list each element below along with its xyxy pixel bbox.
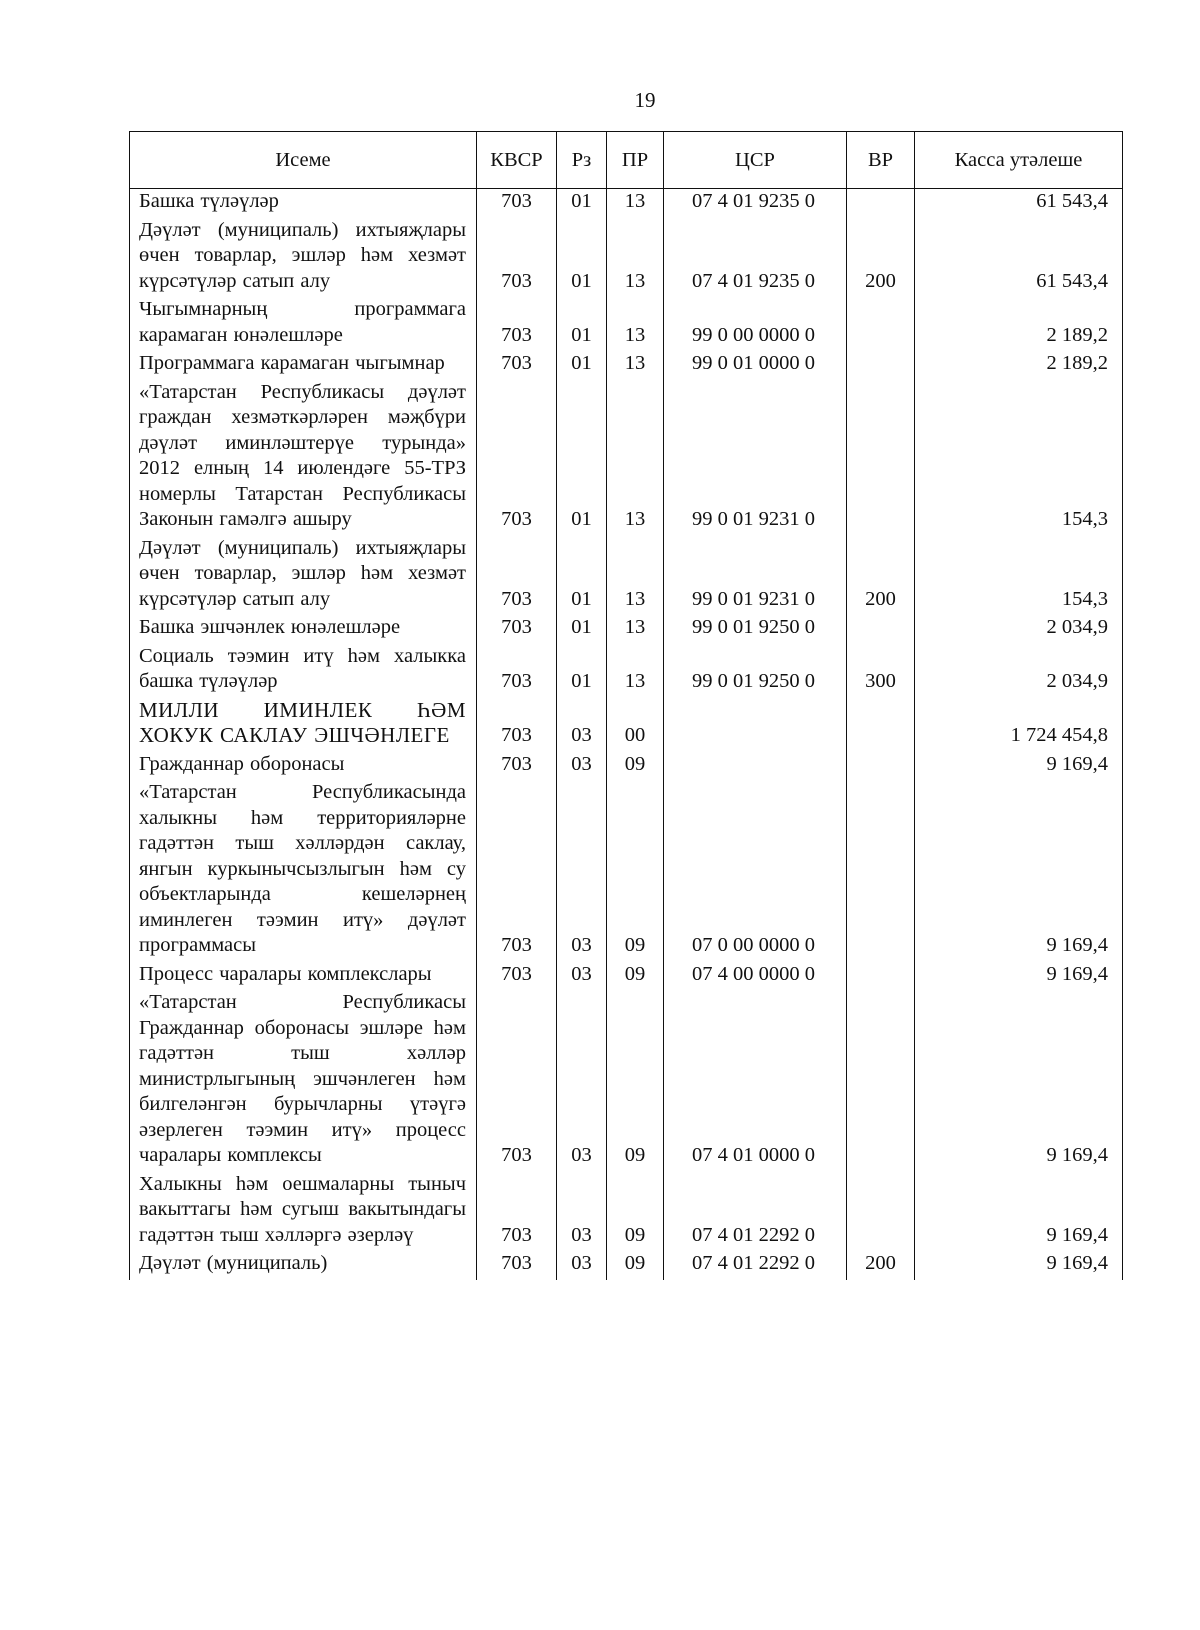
cell-pr: 00	[607, 698, 664, 752]
cell-name: МИЛЛИ ИМИНЛЕК ҺӘМ ХОКУК САКЛАУ ЭШЧӘНЛЕГЕ	[130, 698, 477, 752]
cell-csr	[664, 752, 847, 781]
cell-vr	[847, 189, 915, 218]
table-row	[130, 536, 1123, 616]
table-row	[130, 189, 1123, 218]
table-row	[130, 698, 1123, 752]
cell-vr	[847, 615, 915, 644]
cell-vr	[847, 1172, 915, 1252]
cell-pr: 13	[607, 297, 664, 351]
cell-csr: 07 4 01 9235 0	[664, 189, 847, 218]
table-row	[130, 962, 1123, 991]
table-row	[130, 218, 1123, 298]
cell-kvsr: 703	[477, 615, 557, 644]
cell-vr	[847, 752, 915, 781]
cell-name: «Татарстан Республикасында халыкны һәм территорияләрне гадәттән тыш хәлләрдән саклау, янгын куркынычсызлыгын һәм су объектларында кешеләрнең иминлеген тәэмин итү» дәүләт программасы	[130, 780, 477, 962]
cell-csr: 07 4 01 2292 0	[664, 1172, 847, 1252]
cell-amount: 9 169,4	[915, 990, 1123, 1172]
cell-kvsr: 703	[477, 1251, 557, 1280]
cell-csr: 07 0 00 0000 0	[664, 780, 847, 962]
cell-pr: 09	[607, 780, 664, 962]
cell-rz: 03	[557, 1251, 607, 1280]
cell-amount: 9 169,4	[915, 752, 1123, 781]
cell-amount: 154,3	[915, 536, 1123, 616]
cell-name: «Татарстан Республикасы Гражданнар оборонасы эшләре һәм гадәттән тыш хәлләр министрлыгының эшчәнлеген һәм билгеләнгән бурычларны үтәүгә әзерлеген тәэмин итү» процесс чаралары комплексы	[130, 990, 477, 1172]
cell-rz: 01	[557, 189, 607, 218]
header-rz: Рз	[557, 132, 607, 189]
cell-amount: 2 189,2	[915, 351, 1123, 380]
cell-pr: 09	[607, 1172, 664, 1252]
header-vr: ВР	[847, 132, 915, 189]
cell-pr: 13	[607, 218, 664, 298]
header-name: Исеме	[130, 132, 477, 189]
cell-name: Социаль тәэмин итү һәм халыкка башка түләүләр	[130, 644, 477, 698]
cell-amount: 61 543,4	[915, 218, 1123, 298]
cell-csr: 07 4 01 2292 0	[664, 1251, 847, 1280]
cell-amount: 9 169,4	[915, 962, 1123, 991]
cell-kvsr: 703	[477, 644, 557, 698]
cell-vr	[847, 698, 915, 752]
cell-rz: 03	[557, 962, 607, 991]
cell-rz: 03	[557, 780, 607, 962]
cell-rz: 01	[557, 380, 607, 536]
cell-amount: 2 034,9	[915, 615, 1123, 644]
cell-amount: 9 169,4	[915, 1251, 1123, 1280]
cell-csr: 99 0 01 9250 0	[664, 644, 847, 698]
budget-table	[129, 131, 1123, 1280]
header-kvsr: КВСР	[477, 132, 557, 189]
cell-vr	[847, 351, 915, 380]
cell-pr: 09	[607, 1251, 664, 1280]
cell-kvsr: 703	[477, 189, 557, 218]
header-pr: ПР	[607, 132, 664, 189]
table-row	[130, 380, 1123, 536]
table-row	[130, 752, 1123, 781]
table-row	[130, 615, 1123, 644]
cell-csr: 07 4 01 9235 0	[664, 218, 847, 298]
cell-amount: 61 543,4	[915, 189, 1123, 218]
cell-name: Чыгымнарның программага карамаган юнәлешләре	[130, 297, 477, 351]
cell-name: Башка түләүләр	[130, 189, 477, 218]
cell-csr: 99 0 01 0000 0	[664, 351, 847, 380]
cell-amount: 2 189,2	[915, 297, 1123, 351]
table-row	[130, 1172, 1123, 1252]
cell-rz: 01	[557, 218, 607, 298]
table-row	[130, 1251, 1123, 1280]
table-row	[130, 351, 1123, 380]
cell-vr: 200	[847, 536, 915, 616]
cell-pr: 13	[607, 536, 664, 616]
cell-name: Дәүләт (муниципаль) ихтыяҗлары өчен товарлар, эшләр һәм хезмәт күрсәтүләр сатып алу	[130, 536, 477, 616]
cell-rz: 01	[557, 351, 607, 380]
cell-pr: 13	[607, 644, 664, 698]
cell-rz: 03	[557, 698, 607, 752]
cell-pr: 09	[607, 990, 664, 1172]
cell-vr: 200	[847, 1251, 915, 1280]
page-number: 19	[634, 88, 656, 112]
cell-name: Дәүләт (муниципаль)	[130, 1251, 477, 1280]
cell-amount: 9 169,4	[915, 780, 1123, 962]
cell-csr: 99 0 00 0000 0	[664, 297, 847, 351]
cell-amount: 154,3	[915, 380, 1123, 536]
cell-rz: 01	[557, 297, 607, 351]
cell-pr: 13	[607, 189, 664, 218]
cell-kvsr: 703	[477, 1172, 557, 1252]
table-row	[130, 297, 1123, 351]
cell-pr: 09	[607, 752, 664, 781]
cell-csr	[664, 698, 847, 752]
cell-vr	[847, 380, 915, 536]
cell-rz: 03	[557, 752, 607, 781]
cell-kvsr: 703	[477, 990, 557, 1172]
cell-amount: 9 169,4	[915, 1172, 1123, 1252]
cell-kvsr: 703	[477, 380, 557, 536]
cell-csr: 07 4 00 0000 0	[664, 962, 847, 991]
cell-rz: 01	[557, 644, 607, 698]
cell-kvsr: 703	[477, 297, 557, 351]
cell-kvsr: 703	[477, 780, 557, 962]
cell-pr: 13	[607, 351, 664, 380]
cell-amount: 1 724 454,8	[915, 698, 1123, 752]
cell-name: Башка эшчәнлек юнәлешләре	[130, 615, 477, 644]
cell-rz: 03	[557, 990, 607, 1172]
cell-name: Дәүләт (муниципаль) ихтыяҗлары өчен товарлар, эшләр һәм хезмәт күрсәтүләр сатып алу	[130, 218, 477, 298]
header-kassa: Касса утәлеше	[915, 132, 1123, 189]
cell-amount: 2 034,9	[915, 644, 1123, 698]
cell-name: Халыкны һәм оешмаларны тыныч вакыттагы һәм сугыш вакытындагы гадәттән тыш хәлләргә әзерләү	[130, 1172, 477, 1252]
cell-kvsr: 703	[477, 962, 557, 991]
cell-vr	[847, 297, 915, 351]
table-row	[130, 780, 1123, 962]
cell-csr: 07 4 01 0000 0	[664, 990, 847, 1172]
cell-rz: 01	[557, 536, 607, 616]
table-row	[130, 644, 1123, 698]
cell-kvsr: 703	[477, 698, 557, 752]
cell-name: «Татарстан Республикасы дәүләт граждан хезмәткәрләрен мәҗбүри дәүләт иминләштерүе турында» 2012 елның 14 июлендәге 55-ТРЗ номерлы Татарстан Республикасы Законын гамәлгә ашыру	[130, 380, 477, 536]
cell-rz: 01	[557, 615, 607, 644]
cell-rz: 03	[557, 1172, 607, 1252]
cell-name: Программага карамаган чыгымнар	[130, 351, 477, 380]
cell-kvsr: 703	[477, 752, 557, 781]
cell-vr: 200	[847, 218, 915, 298]
cell-name: Процесс чаралары комплекслары	[130, 962, 477, 991]
table-row	[130, 990, 1123, 1172]
cell-name: Гражданнар оборонасы	[130, 752, 477, 781]
cell-pr: 13	[607, 615, 664, 644]
cell-vr	[847, 780, 915, 962]
header-csr: ЦСР	[664, 132, 847, 189]
cell-csr: 99 0 01 9250 0	[664, 615, 847, 644]
table-header-row	[130, 132, 1123, 189]
cell-csr: 99 0 01 9231 0	[664, 380, 847, 536]
cell-pr: 13	[607, 380, 664, 536]
cell-vr: 300	[847, 644, 915, 698]
cell-kvsr: 703	[477, 536, 557, 616]
cell-vr	[847, 990, 915, 1172]
cell-kvsr: 703	[477, 218, 557, 298]
cell-csr: 99 0 01 9231 0	[664, 536, 847, 616]
cell-pr: 09	[607, 962, 664, 991]
cell-kvsr: 703	[477, 351, 557, 380]
cell-vr	[847, 962, 915, 991]
